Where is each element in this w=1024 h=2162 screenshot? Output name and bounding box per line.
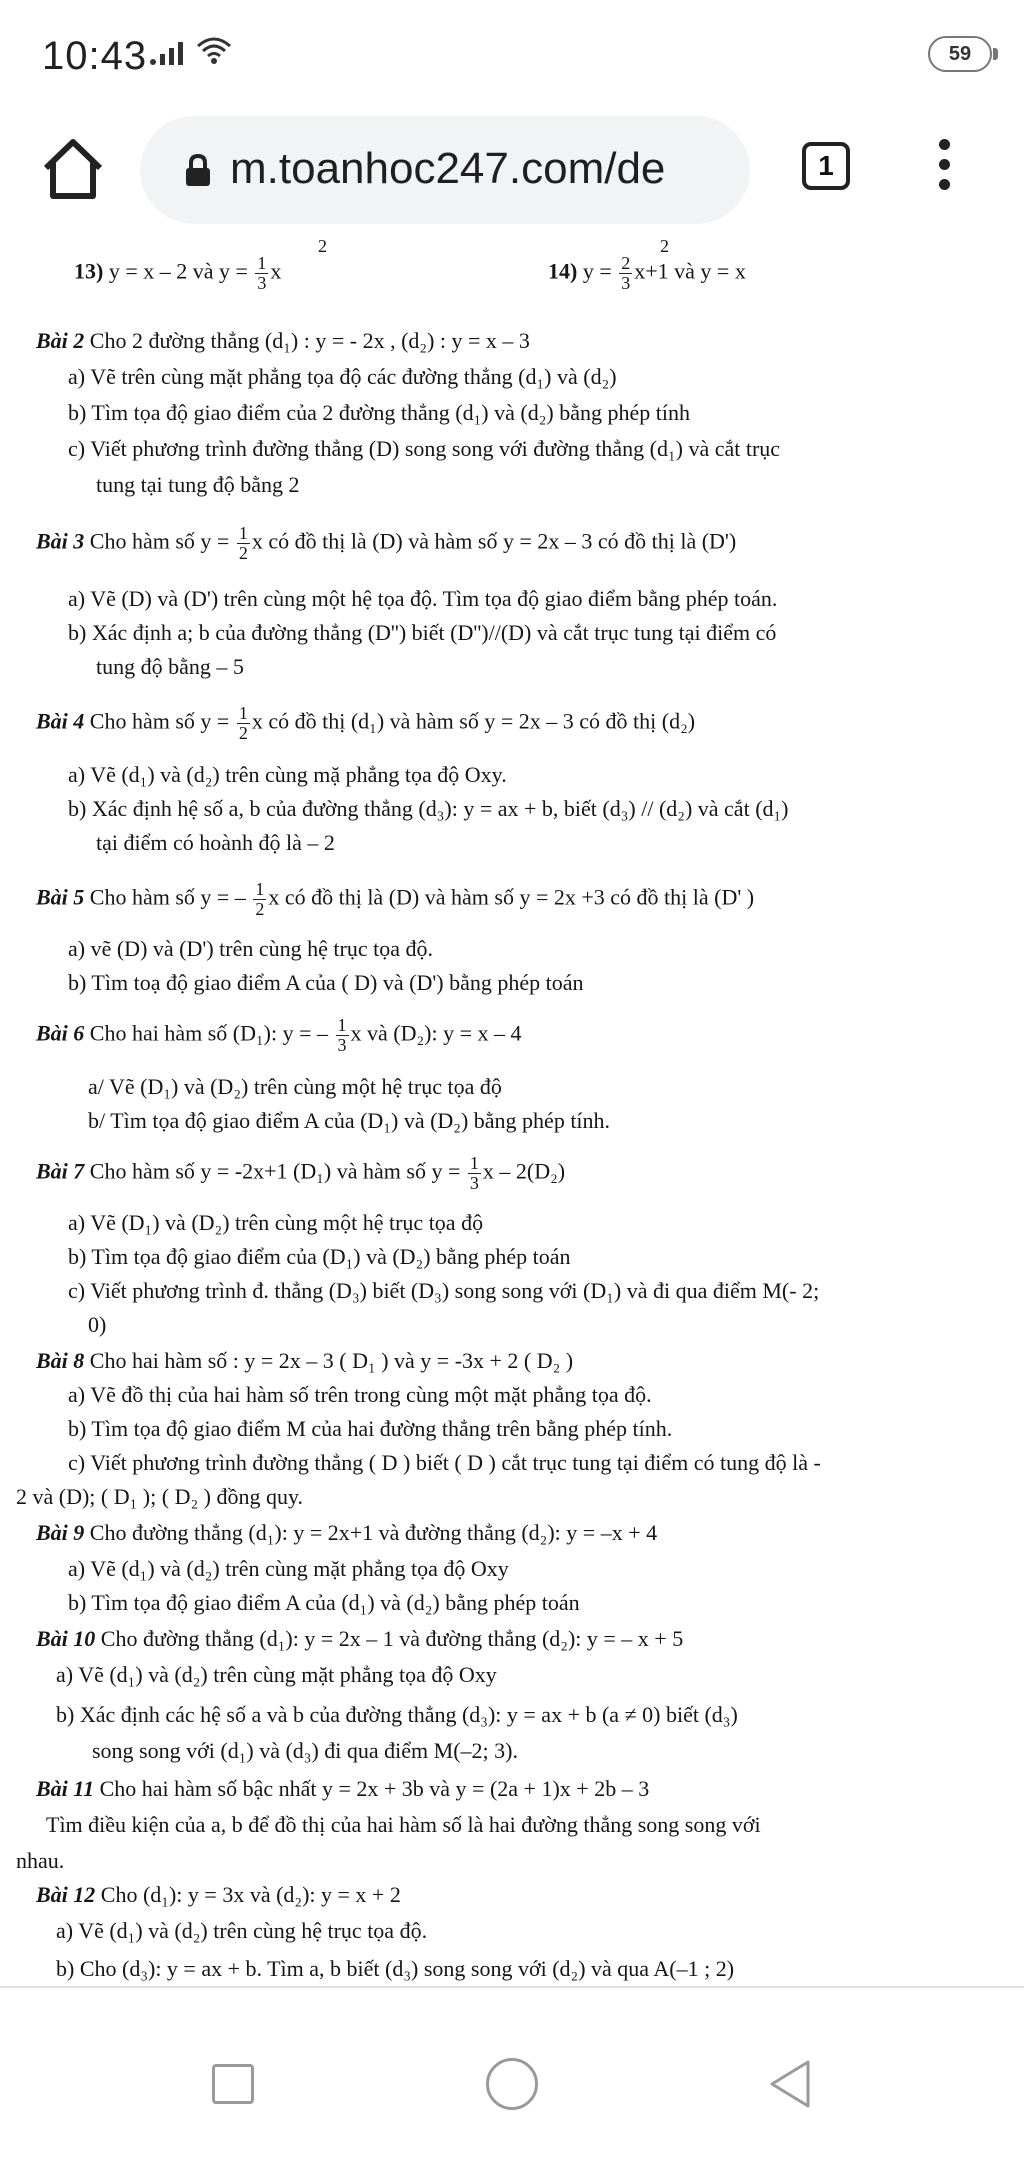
exercise-title: Bài 8 xyxy=(36,1348,85,1373)
exercise-text: x – 2(D₂) xyxy=(482,1158,566,1184)
exercise-text: Cho hai hàm số bậc nhất y = 2x + 3b và y = (2a + 1)x + 2b – 3 xyxy=(99,1776,650,1801)
exercise-text: x có đồ thị là (D) và hàm số y = 2x – 3 có đồ thị là (D') xyxy=(251,528,737,554)
exercise-text: Cho hàm số y = xyxy=(89,528,230,554)
exercise-4-heading xyxy=(36,704,695,743)
exercise-3-part-b-cont: tung độ bằng – 5 xyxy=(96,654,244,679)
lock-icon xyxy=(184,154,212,188)
exercise-text: Cho hàm số y = xyxy=(89,708,230,734)
exercise-5-part-a: a) vẽ (D) và (D') trên cùng hệ trục tọa độ. xyxy=(68,936,433,961)
item-label: 13) xyxy=(74,258,104,284)
exercise-12-part-b: b) Cho (d₃): y = ax + b. Tìm a, b biết (d₃) song song với (d₂) và qua A(–1 ; 2) xyxy=(56,1956,735,1981)
exercise-7-heading xyxy=(36,1154,565,1193)
exercise-13 xyxy=(74,254,281,293)
exercise-3-part-a: a) Vẽ (D) và (D') trên cùng một hệ tọa độ. Tìm tọa độ giao điểm bằng phép toán. xyxy=(68,586,778,611)
exercise-9-part-a: a) Vẽ (d₁) và (d₂) trên cùng mặt phẳng tọa độ Oxy xyxy=(68,1556,509,1581)
fraction: $\frac{2}{3}$ xyxy=(621,253,631,293)
exercise-4-part-b: b) Xác định hệ số a, b của đường thẳng (d₃): y = ax + b, biết (d₃) // (d₂) và cắt (d₁) xyxy=(68,796,789,821)
status-bar xyxy=(0,0,1024,100)
exercise-3-part-b: b) Xác định a; b của đường thẳng (D'') biết (D'')//(D) và cắt trục tung tại điểm có xyxy=(68,620,777,645)
exercise-2-part-b: b) Tìm tọa độ giao điểm của 2 đường thẳng (d₁) và (d₂) bằng phép tính xyxy=(68,400,690,425)
exercise-text: Cho (d₁): y = 3x và (d₂): y = x + 2 xyxy=(100,1882,401,1907)
fraction: $\frac{1}{2}$ xyxy=(238,703,248,743)
exercise-text: Cho hàm số y = – xyxy=(89,884,246,910)
battery-indicator xyxy=(928,36,992,72)
exercise-title: Bài 9 xyxy=(36,1520,85,1545)
exercise-2-part-c: c) Viết phương trình đường thẳng (D) song song với đường thẳng (d₁) và cắt trục xyxy=(68,436,781,461)
exercise-6-part-b: b/ Tìm tọa độ giao điểm A của (D₁) và (D₂) bằng phép tính. xyxy=(88,1108,611,1133)
cut-fraction-digit: 2 xyxy=(318,240,327,256)
wifi-icon xyxy=(196,36,232,66)
exercise-title: Bài 4 xyxy=(36,708,85,734)
exercise-title: Bài 11 xyxy=(36,1776,95,1801)
tab-count: 1 xyxy=(818,150,834,181)
exercise-3-heading xyxy=(36,524,736,563)
exercise-10-part-a: a) Vẽ (d₁) và (d₂) trên cùng mặt phẳng tọa độ Oxy xyxy=(56,1662,497,1687)
exercise-2-heading xyxy=(36,328,530,354)
exercise-text: Cho hai hàm số : y = 2x – 3 ( D₁ ) và y = -3x + 2 ( D₂ ) xyxy=(89,1348,574,1373)
exercise-title: Bài 7 xyxy=(36,1158,85,1184)
equation-text: y = xyxy=(582,258,612,284)
fraction: $\frac{1}{3}$ xyxy=(257,253,267,293)
exercise-8-heading xyxy=(36,1348,573,1374)
exercise-4-part-a: a) Vẽ (d₁) và (d₂) trên cùng mặ phẳng tọa độ Oxy. xyxy=(68,762,507,787)
home-nav-icon[interactable] xyxy=(486,2058,538,2110)
exercise-5-part-b: b) Tìm toạ độ giao điểm A của ( D) và (D') bằng phép toán xyxy=(68,970,584,995)
exercise-2-part-a: a) Vẽ trên cùng mặt phẳng tọa độ các đường thẳng (d₁) và (d₂) xyxy=(68,364,617,389)
exercise-text: Cho đường thẳng (d₁): y = 2x – 1 và đường thẳng (d₂): y = – x + 5 xyxy=(100,1626,684,1651)
cut-fraction-digit: 2 xyxy=(660,240,669,256)
exercise-title: Bài 5 xyxy=(36,884,85,910)
exercise-6-part-a: a/ Vẽ (D₁) và (D₂) trên cùng một hệ trục tọa độ xyxy=(88,1074,502,1099)
exercise-title: Bài 12 xyxy=(36,1882,96,1907)
exercise-text: Cho 2 đường thẳng (d₁) : y = - 2x , (d₂) : y = x – 3 xyxy=(89,328,530,353)
address-bar[interactable] xyxy=(140,116,750,224)
exercise-11-heading xyxy=(36,1776,649,1802)
exercise-7-part-c: c) Viết phương trình đ. thẳng (D₃) biết (D₃) song song với (D₁) và đi qua điểm M(- 2; xyxy=(68,1278,820,1303)
exercise-10-part-b-cont: song song với (d₁) và (d₃) đi qua điểm M(–2; 3). xyxy=(92,1738,518,1763)
battery-level: 59 xyxy=(948,42,972,65)
exercise-12-part-a: a) Vẽ (d₁) và (d₂) trên cùng hệ trục tọa độ. xyxy=(56,1918,428,1943)
exercise-11-paragraph: Tìm điều kiện của a, b để đồ thị của hai hàm số là hai đường thẳng song song với xyxy=(46,1812,761,1837)
divider xyxy=(0,1986,1024,1988)
exercise-10-heading xyxy=(36,1626,683,1652)
exercise-4-part-b-cont: tại điểm có hoành độ là – 2 xyxy=(96,830,335,855)
exercise-10-part-b: b) Xác định các hệ số a và b của đường thẳng (d₃): y = ax + b (a ≠ 0) biết (d₃) xyxy=(56,1702,738,1727)
more-menu-icon[interactable] xyxy=(924,134,964,204)
clock: 10:43 xyxy=(42,34,148,78)
exercise-12-heading xyxy=(36,1882,401,1908)
fraction: $\frac{1}{2}$ xyxy=(255,879,265,919)
exercise-title: Bài 10 xyxy=(36,1626,96,1651)
exercise-7-part-c-cont: 0) xyxy=(88,1312,107,1337)
exercise-8-part-c-cont: 2 và (D); ( D₁ ); ( D₂ ) đồng quy. xyxy=(16,1484,304,1509)
exercise-text: x có đồ thị là (D) và hàm số y = 2x +3 có đồ thị là (D' ) xyxy=(268,884,755,910)
exercise-8-part-b: b) Tìm tọa độ giao điểm M của hai đường thẳng trên bằng phép tính. xyxy=(68,1416,673,1441)
system-navigation-bar xyxy=(0,2000,1024,2162)
exercise-text: Cho đường thẳng (d₁): y = 2x+1 và đường thẳng (d₂): y = –x + 4 xyxy=(89,1520,658,1545)
exercise-text: Cho hai hàm số (D₁): y = – xyxy=(89,1020,329,1046)
exercise-11-paragraph-cont: nhau. xyxy=(16,1848,65,1873)
equation-text: y = x – 2 và y = xyxy=(108,258,248,284)
fraction: $\frac{1}{3}$ xyxy=(469,1153,479,1193)
exercise-title: Bài 2 xyxy=(36,328,85,353)
exercise-text: Cho hàm số y = -2x+1 (D₁) và hàm số y = xyxy=(89,1158,461,1184)
item-label: 14) xyxy=(548,258,578,284)
exercise-8-part-a: a) Vẽ đồ thị của hai hàm số trên trong cùng một mặt phẳng tọa độ. xyxy=(68,1382,652,1407)
exercise-9-part-b: b) Tìm tọa độ giao điểm A của (d₁) và (d₂) bằng phép toán xyxy=(68,1590,580,1615)
exercise-8-part-c: c) Viết phương trình đường thẳng ( D ) biết ( D ) cắt trục tung tại điểm có tung độ là - xyxy=(68,1450,821,1475)
exercise-title: Bài 6 xyxy=(36,1020,85,1046)
exercise-9-heading xyxy=(36,1520,657,1546)
exercise-text: x có đồ thị (d₁) và hàm số y = 2x – 3 có đồ thị (d₂) xyxy=(251,708,696,734)
fraction: $\frac{1}{2}$ xyxy=(238,523,248,563)
exercise-title: Bài 3 xyxy=(36,528,85,554)
home-icon[interactable] xyxy=(38,134,108,204)
browser-toolbar xyxy=(0,100,1024,240)
url-text[interactable]: m.toanhoc247.com/de xyxy=(230,144,666,193)
tab-switcher-button[interactable] xyxy=(802,142,850,190)
exercise-6-heading xyxy=(36,1016,522,1055)
document-content xyxy=(0,240,1024,2002)
exercise-2-part-c-cont: tung tại tung độ bằng 2 xyxy=(96,472,300,497)
signal-icon xyxy=(150,40,186,66)
exercise-text: x và (D₂): y = x – 4 xyxy=(350,1020,522,1046)
exercise-7-part-b: b) Tìm tọa độ giao điểm của (D₁) và (D₂) bằng phép toán xyxy=(68,1244,571,1269)
equation-text: x+1 và y = x xyxy=(634,258,746,284)
exercise-5-heading xyxy=(36,880,754,919)
back-icon[interactable] xyxy=(768,2058,812,2110)
recent-apps-icon[interactable] xyxy=(212,2064,254,2104)
equation-text: x xyxy=(270,258,282,284)
exercise-14 xyxy=(548,254,746,293)
fraction: $\frac{1}{3}$ xyxy=(337,1015,347,1055)
exercise-7-part-a: a) Vẽ (D₁) và (D₂) trên cùng một hệ trục tọa độ xyxy=(68,1210,484,1235)
